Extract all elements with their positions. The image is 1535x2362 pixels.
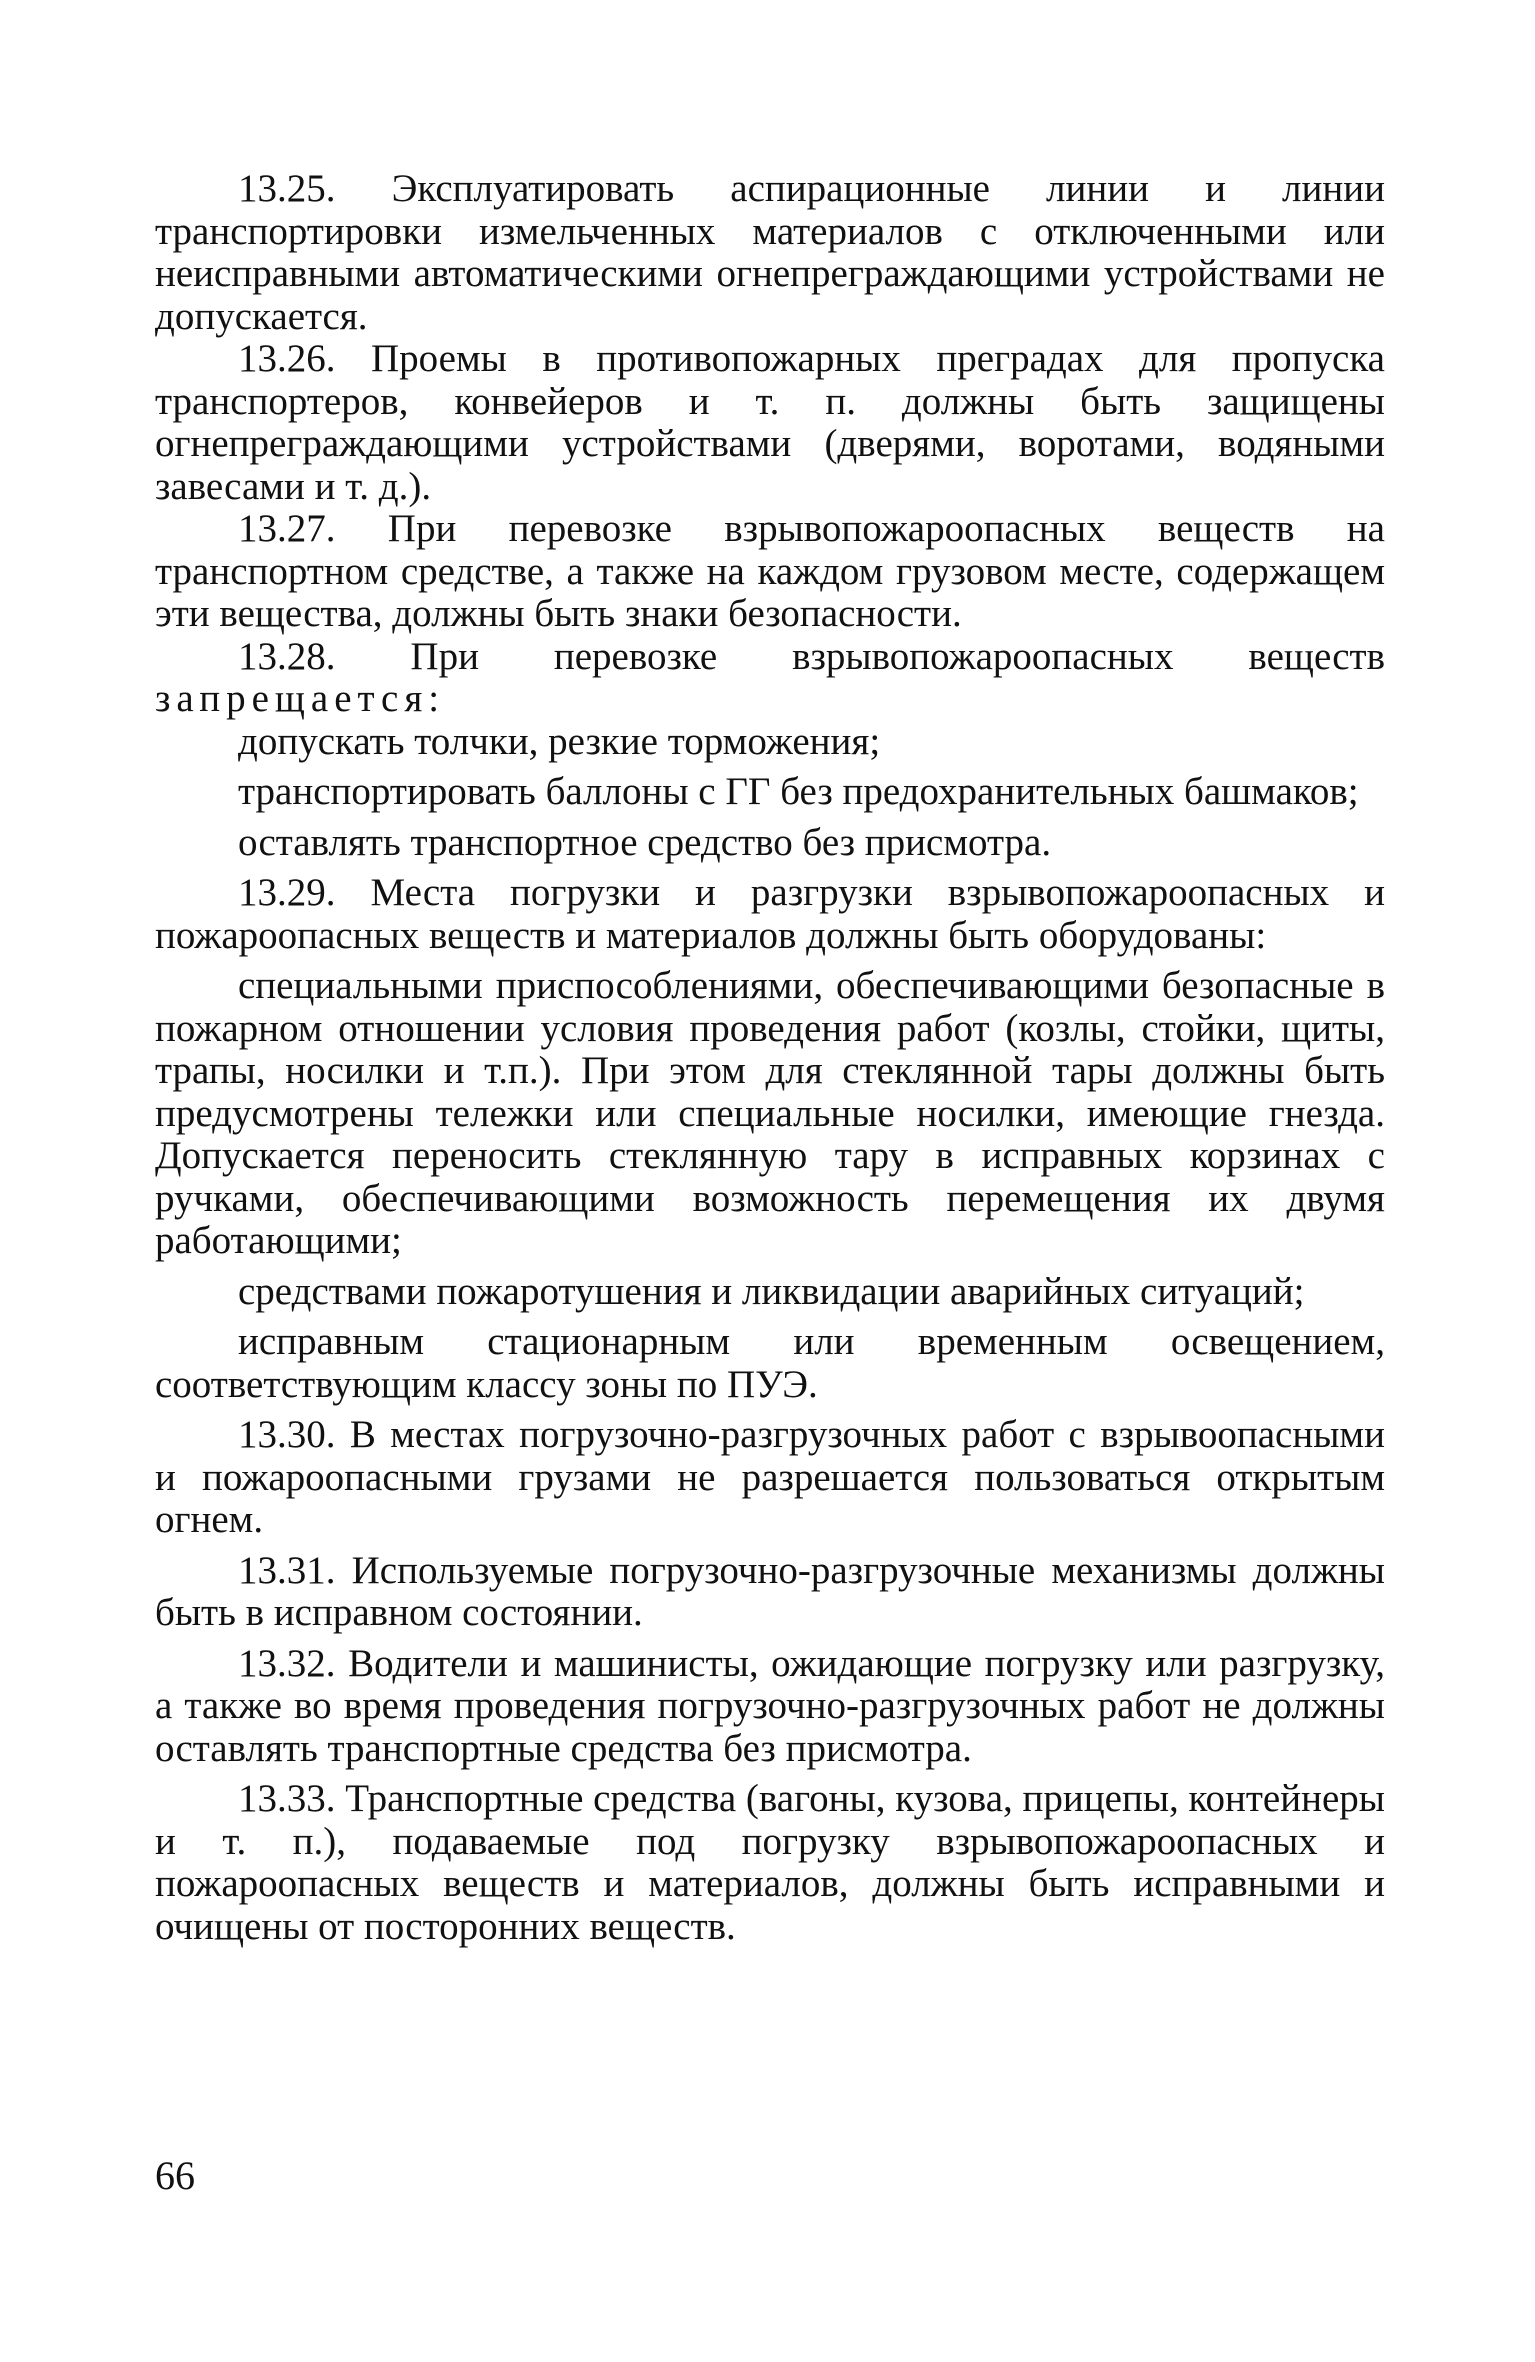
paragraph-13-28-intro xyxy=(155,636,1385,721)
paragraph-13-28-prohibited: запрещается: xyxy=(155,677,446,720)
paragraph-13-31: 13.31. Используемые погрузочно-разгрузочные механизмы должны быть в исправном состоянии. xyxy=(155,1548,1385,1634)
paragraph-13-26: 13.26. Проемы в противопожарных преградах для пропуска транспортеров, конвейеров и т. п. должны быть защищены огнепреграждающими устройствами (дверями, воротами, водяными завесами и т. д.). xyxy=(155,337,1385,508)
text-column xyxy=(155,168,1385,1948)
paragraph-13-29-item: средствами пожаротушения и ликвидации аварийных ситуаций; xyxy=(238,1269,1305,1313)
paragraph-13-28-item: допускать толчки, резкие торможения; xyxy=(238,719,881,763)
page-number: 66 xyxy=(155,2153,195,2198)
paragraph-13-25: 13.25. Эксплуатировать аспирационные линии и линии транспортировки измельченных материалов с отключенными или неисправными автоматическими огнепреграждающими устройствами не допускается. xyxy=(155,167,1385,338)
paragraph-13-28-item: оставлять транспортное средство без присмотра. xyxy=(238,820,1052,864)
paragraph-13-33: 13.33. Транспортные средства (вагоны, кузова, прицепы, контейнеры и т. п.), подаваемые под погрузку взрывопожароопасных и пожароопасных веществ и материалов, должны быть исправными и очищены от посторонних веществ. xyxy=(155,1777,1385,1948)
paragraph-13-28-intro-text: 13.28. При перевозке взрывопожароопасных веществ xyxy=(238,634,1385,678)
paragraph-13-28-item: транспортировать баллоны с ГГ без предохранительных башмаков; xyxy=(238,770,1359,813)
paragraph-13-27: 13.27. При перевозке взрывопожароопасных веществ на транспортном средстве, а также на каждом грузовом месте, содержащем эти вещества, должны быть знаки безопасности. xyxy=(155,507,1385,635)
paragraph-13-32: 13.32. Водители и машинисты, ожидающие погрузку или разгрузку, а также во время проведения погрузочно-разгрузочных работ не должны оставлять транспортные средства без присмотра. xyxy=(155,1641,1385,1770)
paragraph-13-30: 13.30. В местах погрузочно-разгрузочных работ с взрывоопасными и пожароопасными грузами не разрешается пользоваться открытым огнем. xyxy=(155,1413,1385,1541)
paragraph-13-29-item: специальными приспособлениями, обеспечивающими безопасные в пожарном отношении условия проведения работ (козлы, стойки, щиты, трапы, носилки и т.п.). При этом для стеклянной тары должны быть предусмотрены тележки или специальные носилки, имеющие гнезда. Допускается переносить стеклянную тару в исправных корзинах с ручками, обеспечивающими возможность перемещения их двумя работающими; xyxy=(155,964,1385,1262)
paragraph-13-29-intro: 13.29. Места погрузки и разгрузки взрывопожароопасных и пожароопасных веществ и материалов должны быть оборудованы: xyxy=(155,871,1385,957)
paragraph-13-29-item: исправным стационарным или временным освещением, соответствующим классу зоны по ПУЭ. xyxy=(155,1320,1385,1406)
